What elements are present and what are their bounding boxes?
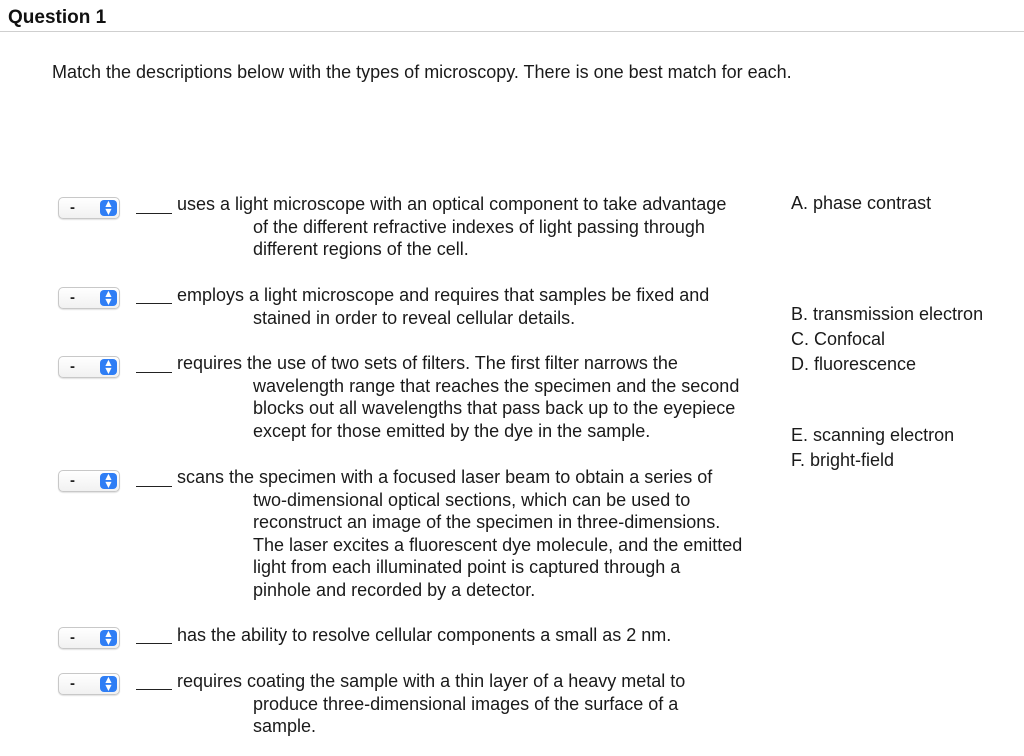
select-value: - — [70, 472, 75, 489]
select-value: - — [70, 675, 75, 692]
chevron-up-down-icon: ▲ ▼ — [100, 290, 117, 306]
match-select-3[interactable] — [58, 356, 120, 378]
description-line: The laser excites a fluorescent dye molecule, and the emitted — [253, 534, 743, 555]
description-line: different regions of the cell. — [253, 239, 469, 259]
description-line: stained in order to reveal cellular details. — [253, 307, 576, 328]
choice-d: D. fluorescence — [791, 354, 917, 374]
choice-f: F. bright-field — [791, 450, 895, 470]
answer-blank-1 — [136, 213, 172, 214]
match-select-4[interactable] — [58, 470, 120, 492]
description-line: wavelength range that reaches the specimen and the second — [253, 375, 740, 396]
description-4 — [177, 466, 789, 601]
match-select-2[interactable] — [58, 287, 120, 309]
description-line: scans the specimen with a focused laser beam to obtain a series of — [177, 467, 713, 487]
question-instructions: Match the descriptions below with the types of microscopy. There is one best match for each. — [52, 62, 792, 82]
choice-e: E. scanning electron — [791, 425, 955, 445]
choice-b: B. transmission electron — [791, 304, 984, 324]
chevron-up-down-icon: ▲ ▼ — [100, 630, 117, 646]
description-line: employs a light microscope and requires that samples be fixed and — [177, 285, 710, 305]
choice-a: A. phase contrast — [791, 193, 932, 213]
select-value: - — [70, 289, 75, 306]
match-select-6[interactable] — [58, 673, 120, 695]
description-line: reconstruct an image of the specimen in three-dimensions. — [253, 512, 721, 532]
description-line: pinhole and recorded by a detector. — [253, 579, 536, 600]
chevron-up-down-icon: ▲ ▼ — [100, 200, 117, 216]
description-2 — [177, 284, 789, 329]
select-value: - — [70, 358, 75, 375]
description-6 — [177, 670, 789, 738]
description-line: sample. — [253, 716, 317, 736]
description-line: requires coating the sample with a thin layer of a heavy metal to — [177, 671, 686, 691]
chevron-up-down-icon: ▲ ▼ — [100, 359, 117, 375]
select-value: - — [70, 629, 75, 646]
question-title: Question 1 — [8, 7, 107, 28]
answer-blank-6 — [136, 689, 172, 690]
description-5 — [177, 624, 789, 647]
description-line: two-dimensional optical sections, which can be used to — [253, 489, 691, 510]
answer-blank-2 — [136, 303, 172, 304]
description-1 — [177, 193, 789, 261]
answer-blank-4 — [136, 486, 172, 487]
description-line: uses a light microscope with an optical component to take advantage — [177, 194, 727, 214]
description-line: except for those emitted by the dye in the sample. — [253, 420, 651, 441]
description-line: light from each illuminated point is captured through a — [253, 557, 681, 577]
description-3 — [177, 352, 789, 442]
question-header — [0, 0, 1024, 32]
select-value: - — [70, 199, 75, 216]
choice-c: C. Confocal — [791, 329, 886, 349]
match-select-1[interactable] — [58, 197, 120, 219]
chevron-up-down-icon: ▲ ▼ — [100, 676, 117, 692]
description-line: of the different refractive indexes of light passing through — [253, 216, 705, 237]
answer-blank-3 — [136, 372, 172, 373]
answer-blank-5 — [136, 643, 172, 644]
description-line: requires the use of two sets of filters. The first filter narrows the — [177, 353, 678, 373]
match-select-5[interactable] — [58, 627, 120, 649]
chevron-up-down-icon: ▲ ▼ — [100, 473, 117, 489]
description-line: produce three-dimensional images of the surface of a — [253, 693, 679, 714]
description-line: has the ability to resolve cellular components a small as 2 nm. — [177, 625, 672, 645]
description-line: blocks out all wavelengths that pass back up to the eyepiece — [253, 398, 736, 418]
